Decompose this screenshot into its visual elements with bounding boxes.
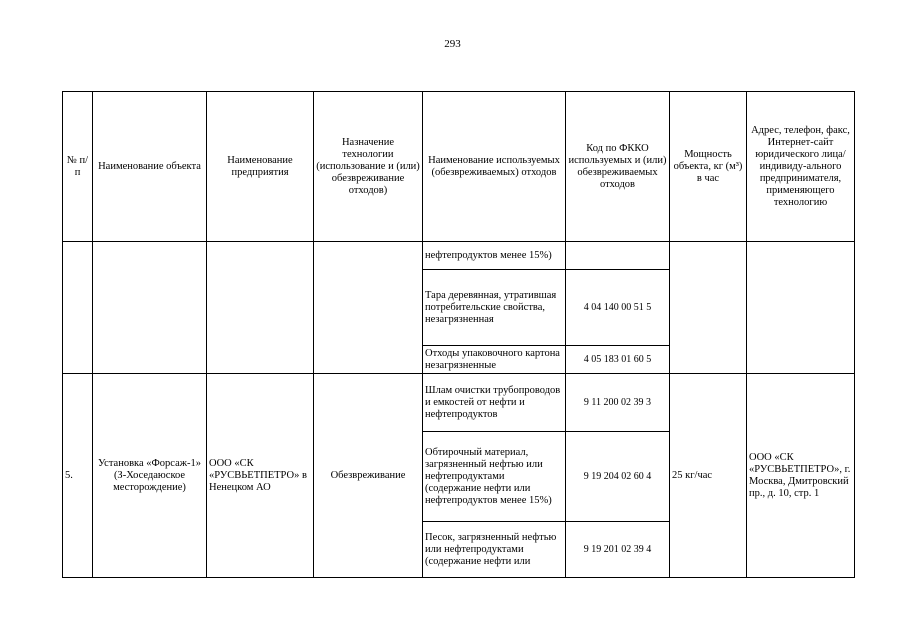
waste-name-cell: Отходы упаковочного картона незагрязненные xyxy=(423,346,566,374)
waste-name-cell: Шлам очистки трубопроводов и емкостей от нефти и нефтепродуктов xyxy=(423,374,566,432)
header-row xyxy=(63,92,855,242)
header-capacity: Мощность объекта, кг (м³) в час xyxy=(670,92,747,242)
table-row xyxy=(63,374,855,432)
waste-name-cell: Песок, загрязненный нефтью или нефтепродуктами (содержание нефти или xyxy=(423,522,566,578)
cont-no-cell xyxy=(63,242,93,374)
company-name-cell: ООО «СК «РУСВЬЕТПЕТРО» в Ненецком АО xyxy=(207,374,314,578)
capacity-cell: 25 кг/час xyxy=(670,374,747,578)
header-waste: Наименование используемых (обезвреживаемых) отходов xyxy=(423,92,566,242)
waste-technology-table xyxy=(62,91,855,578)
waste-code-cell: 9 19 204 02 60 4 xyxy=(566,432,670,522)
waste-name-cell: Обтирочный материал, загрязненный нефтью или нефтепродуктами (содержание нефти или нефтепродуктов менее 15%) xyxy=(423,432,566,522)
waste-name-cell: нефтепродуктов менее 15%) xyxy=(423,242,566,270)
page-number: 293 xyxy=(444,38,461,50)
table-row xyxy=(63,242,855,270)
header-address: Адрес, телефон, факс, Интернет-сайт юридического лица/индивиду-ального предпринимателя, применяющего технологию xyxy=(747,92,855,242)
cont-purpose-cell xyxy=(314,242,423,374)
waste-code-cell: 4 04 140 00 51 5 xyxy=(566,270,670,346)
cont-company-cell xyxy=(207,242,314,374)
purpose-cell: Обезвреживание xyxy=(314,374,423,578)
waste-name-cell: Тара деревянная, утратившая потребительские свойства, незагрязненная xyxy=(423,270,566,346)
waste-code-cell xyxy=(566,242,670,270)
header-object: Наименование объекта xyxy=(93,92,207,242)
cont-object-cell xyxy=(93,242,207,374)
waste-code-cell: 9 19 201 02 39 4 xyxy=(566,522,670,578)
address-cell: ООО «СК «РУСВЬЕТПЕТРО», г. Москва, Дмитровский пр., д. 10, стр. 1 xyxy=(747,374,855,578)
waste-code-cell: 4 05 183 01 60 5 xyxy=(566,346,670,374)
cont-address-cell xyxy=(747,242,855,374)
header-no: № п/п xyxy=(63,92,93,242)
cont-capacity-cell xyxy=(670,242,747,374)
header-purpose: Назначение технологии (использование и (или) обезвреживание отходов) xyxy=(314,92,423,242)
entry-number-cell: 5. xyxy=(63,374,93,578)
object-name-cell: Установка «Форсаж-1» (З-Хоседаюское месторождение) xyxy=(93,374,207,578)
header-code: Код по ФККО используемых и (или) обезвреживаемых отходов xyxy=(566,92,670,242)
header-company: Наименование предприятия xyxy=(207,92,314,242)
waste-code-cell: 9 11 200 02 39 3 xyxy=(566,374,670,432)
